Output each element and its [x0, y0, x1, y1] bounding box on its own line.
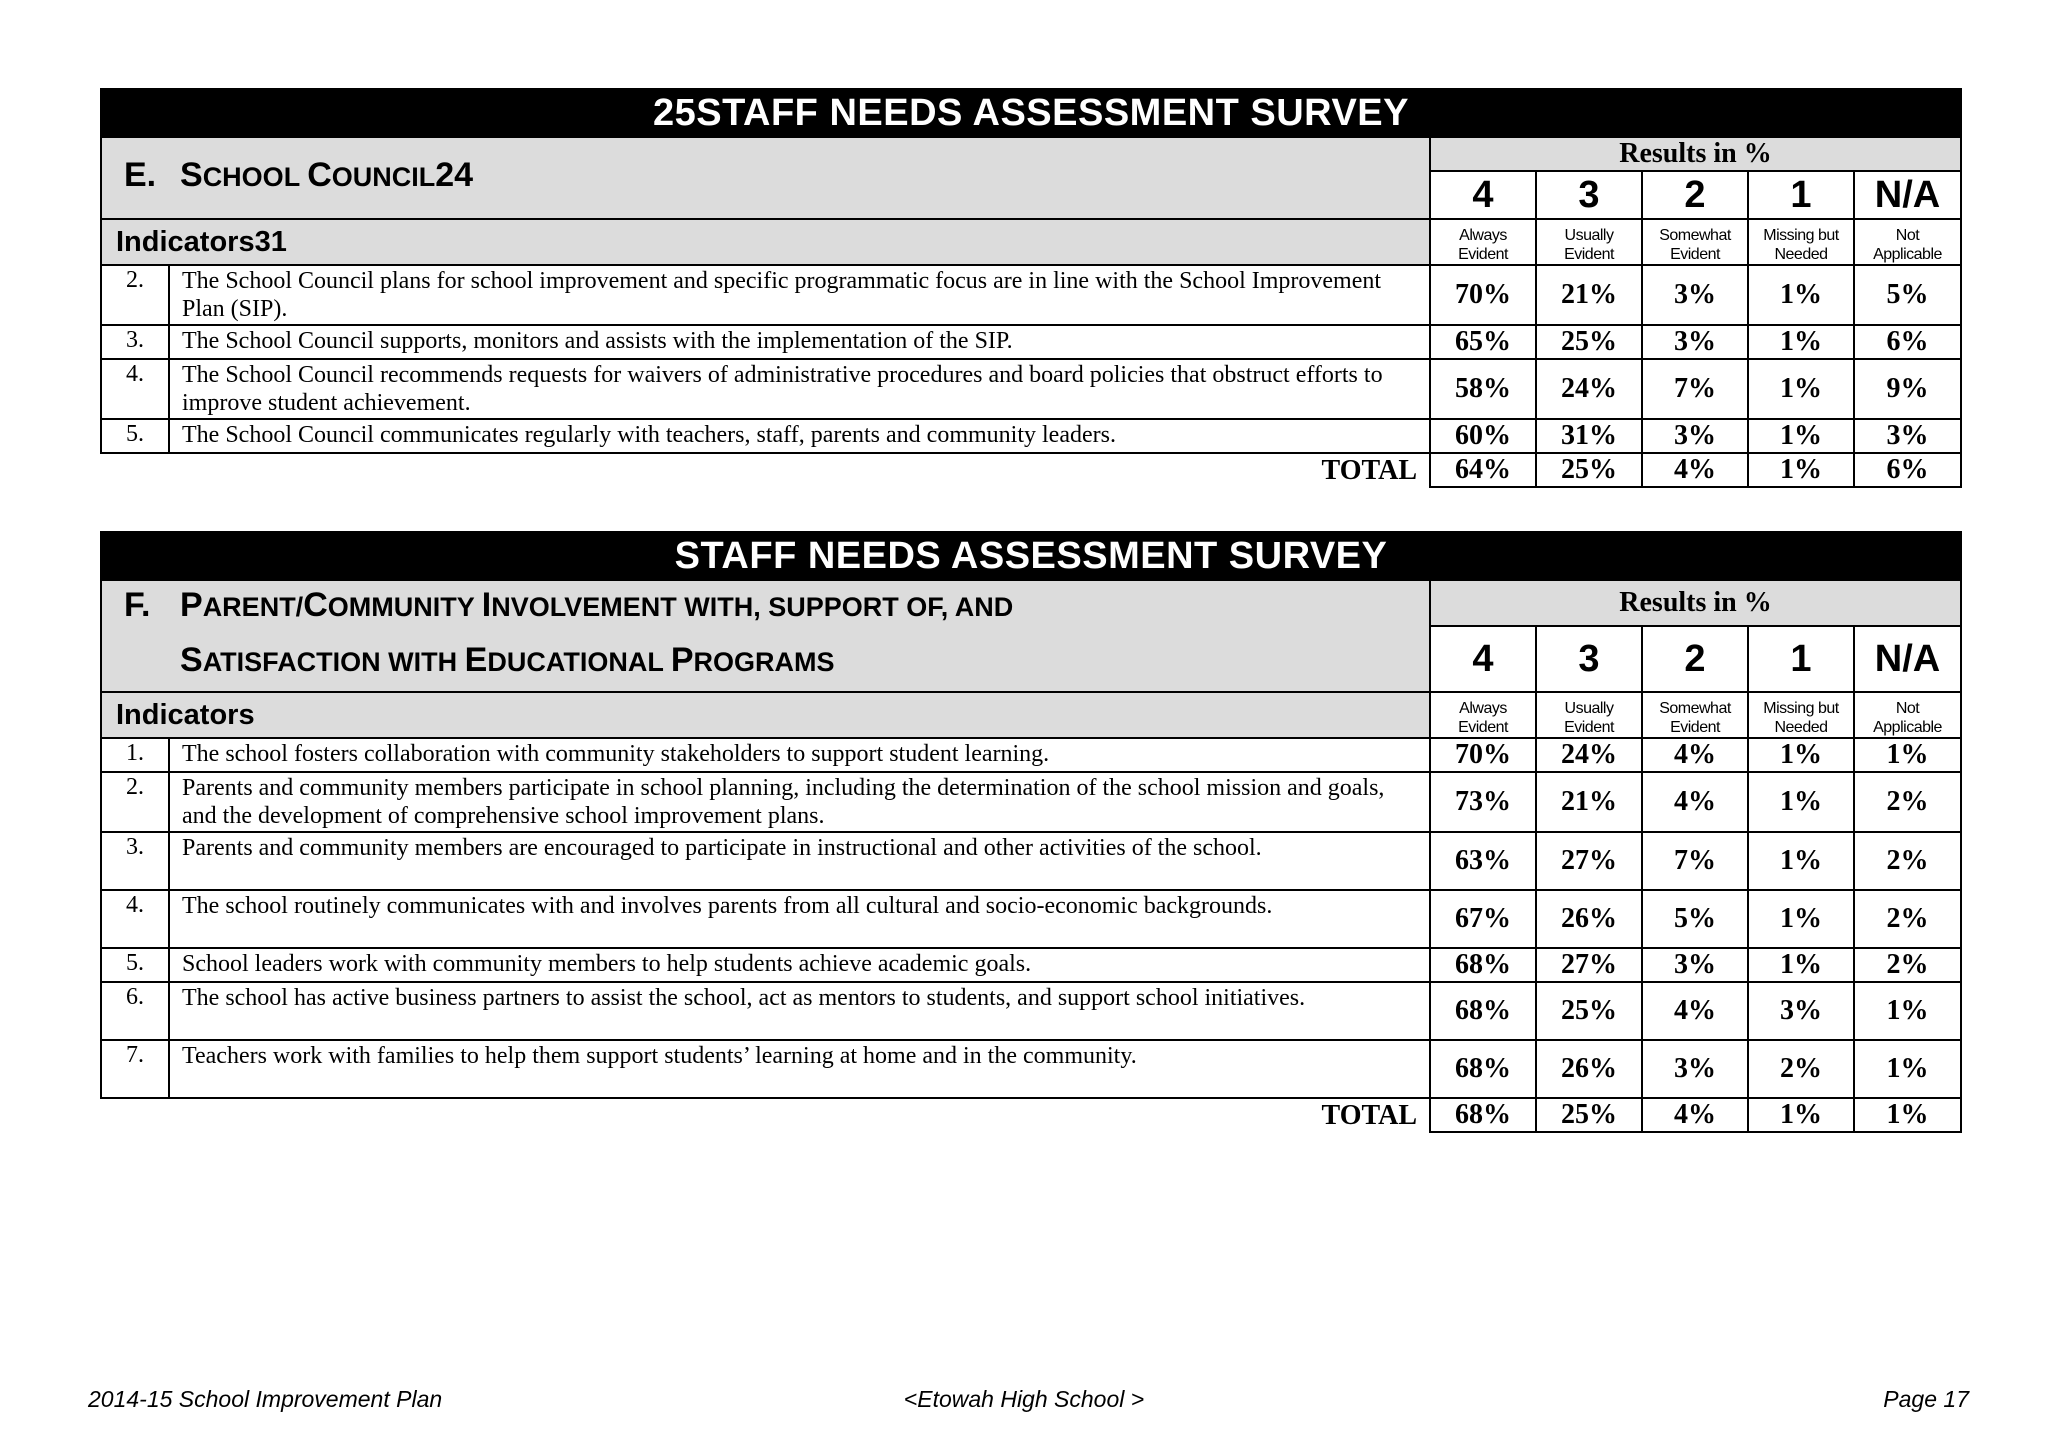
result-value: 1%	[1854, 1040, 1961, 1098]
table-row	[101, 738, 1961, 772]
result-value: 73%	[1430, 772, 1536, 832]
total-value: 6%	[1854, 453, 1961, 487]
row-number: 4.	[101, 890, 169, 948]
indicator-text: The School Council plans for school improvement and specific programmatic focus are in line with the School Improvement Plan (SIP).	[169, 265, 1430, 325]
rating-4-header: 4	[1430, 626, 1536, 692]
rating-2-desc: Somewhat Evident	[1642, 692, 1748, 738]
section-title-segment: E	[464, 641, 488, 679]
result-value: 2%	[1854, 890, 1961, 948]
result-value: 24%	[1536, 738, 1642, 772]
result-value: 3%	[1642, 419, 1748, 453]
result-value: 68%	[1430, 982, 1536, 1040]
total-label: TOTAL	[1321, 1099, 1417, 1131]
result-value: 70%	[1430, 738, 1536, 772]
result-value: 67%	[1430, 890, 1536, 948]
row-number: 3.	[101, 832, 169, 890]
rating-3-header: 3	[1536, 626, 1642, 692]
result-value: 26%	[1536, 1040, 1642, 1098]
indicator-text: The School Council recommends requests for waivers of administrative procedures and board policies that obstruct efforts to improve student achievement.	[169, 359, 1430, 419]
rating-3-desc: Usually Evident	[1536, 692, 1642, 738]
total-value: 1%	[1748, 1098, 1854, 1132]
section-heading	[101, 580, 1430, 692]
result-value: 5%	[1854, 265, 1961, 325]
rating-2-desc: Somewhat Evident	[1642, 219, 1748, 265]
indicator-text: School leaders work with community members to help students achieve academic goals.	[169, 948, 1430, 982]
total-value: 64%	[1430, 453, 1536, 487]
indicator-text: The school fosters collaboration with community stakeholders to support student learning.	[169, 738, 1430, 772]
result-value: 1%	[1748, 325, 1854, 359]
result-value: 4%	[1642, 982, 1748, 1040]
section-title-segment: ATISFACTION WITH	[202, 647, 465, 677]
table-row	[101, 265, 1961, 325]
section-title-segment: ROGRAMS	[693, 647, 835, 677]
rating-1-desc: Missing but Needed	[1748, 692, 1854, 738]
result-value: 3%	[1854, 419, 1961, 453]
result-value: 2%	[1854, 832, 1961, 890]
rating-na-desc: Not Applicable	[1854, 219, 1961, 265]
result-value: 7%	[1642, 832, 1748, 890]
section-title-segment: P	[670, 641, 694, 679]
result-value: 65%	[1430, 325, 1536, 359]
result-value: 26%	[1536, 890, 1642, 948]
result-value: 31%	[1536, 419, 1642, 453]
section-title-segment: I	[481, 586, 492, 624]
rating-4-desc: Always Evident	[1430, 692, 1536, 738]
result-value: 1%	[1748, 890, 1854, 948]
result-value: 3%	[1642, 325, 1748, 359]
result-value: 24%	[1536, 359, 1642, 419]
table-row	[101, 359, 1961, 419]
result-value: 1%	[1748, 419, 1854, 453]
section-title-line2	[180, 641, 835, 679]
total-value: 1%	[1748, 453, 1854, 487]
rating-3-header: 3	[1536, 171, 1642, 219]
result-value: 3%	[1642, 948, 1748, 982]
table-row	[101, 772, 1961, 832]
result-value: 5%	[1642, 890, 1748, 948]
indicator-text: Teachers work with families to help them support students’ learning at home and in the community.	[169, 1040, 1430, 1098]
result-value: 1%	[1854, 738, 1961, 772]
result-value: 4%	[1642, 772, 1748, 832]
rating-na-desc: Not Applicable	[1854, 692, 1961, 738]
section-letter: E.	[124, 155, 157, 194]
rating-2-header: 2	[1642, 626, 1748, 692]
table-row	[101, 832, 1961, 890]
row-number: 2.	[101, 265, 169, 325]
row-number: 1.	[101, 738, 169, 772]
result-value: 25%	[1536, 982, 1642, 1040]
footer-plan-title: 2014-15 School Improvement Plan	[88, 1386, 443, 1412]
result-value: 3%	[1642, 1040, 1748, 1098]
total-value: 25%	[1536, 1098, 1642, 1132]
result-value: 1%	[1748, 738, 1854, 772]
result-value: 9%	[1854, 359, 1961, 419]
result-value: 70%	[1430, 265, 1536, 325]
result-value: 60%	[1430, 419, 1536, 453]
result-value: 1%	[1748, 359, 1854, 419]
row-number: 7.	[101, 1040, 169, 1098]
indicator-text: Parents and community members are encouraged to participate in instructional and other activities of the school.	[169, 832, 1430, 890]
total-value: 68%	[1430, 1098, 1536, 1132]
section-heading	[101, 137, 1430, 219]
survey-table-school-council	[100, 88, 1962, 488]
results-header: Results in %	[1430, 580, 1961, 626]
section-title	[180, 155, 474, 194]
total-value: 4%	[1642, 453, 1748, 487]
total-value: 25%	[1536, 453, 1642, 487]
result-value: 21%	[1536, 265, 1642, 325]
rating-4-desc: Always Evident	[1430, 219, 1536, 265]
result-value: 68%	[1430, 948, 1536, 982]
total-row	[101, 453, 1961, 487]
result-value: 2%	[1854, 948, 1961, 982]
section-title-segment: C	[303, 586, 328, 624]
result-value: 1%	[1748, 948, 1854, 982]
row-number: 2.	[101, 772, 169, 832]
rating-1-desc: Missing but Needed	[1748, 219, 1854, 265]
rating-na-header: N/A	[1854, 626, 1961, 692]
result-value: 1%	[1748, 265, 1854, 325]
row-number: 5.	[101, 948, 169, 982]
section-title-segment: OUNCIL	[331, 161, 436, 192]
footer-page-number: Page 17	[1883, 1386, 1969, 1412]
indicators-header: Indicators31	[101, 219, 1430, 265]
result-value: 58%	[1430, 359, 1536, 419]
result-value: 68%	[1430, 1040, 1536, 1098]
result-value: 2%	[1854, 772, 1961, 832]
rating-2-header: 2	[1642, 171, 1748, 219]
total-value: 1%	[1854, 1098, 1961, 1132]
indicator-text: Parents and community members participate in school planning, including the determination of the school mission and goals, and the development of comprehensive school improvement plans.	[169, 772, 1430, 832]
result-value: 25%	[1536, 325, 1642, 359]
result-value: 63%	[1430, 832, 1536, 890]
result-value: 1%	[1854, 982, 1961, 1040]
result-value: 3%	[1748, 982, 1854, 1040]
indicator-text: The school has active business partners to assist the school, act as mentors to students, and support school initiatives.	[169, 982, 1430, 1040]
result-value: 1%	[1748, 772, 1854, 832]
result-value: 27%	[1536, 948, 1642, 982]
table-row	[101, 419, 1961, 453]
table-row	[101, 325, 1961, 359]
table-row	[101, 948, 1961, 982]
result-value: 27%	[1536, 832, 1642, 890]
result-value: 21%	[1536, 772, 1642, 832]
table-row	[101, 1040, 1961, 1098]
table-row	[101, 982, 1961, 1040]
total-row	[101, 1098, 1961, 1132]
total-value: 4%	[1642, 1098, 1748, 1132]
result-value: 7%	[1642, 359, 1748, 419]
indicator-text: The School Council communicates regularly with teachers, staff, parents and community leaders.	[169, 419, 1430, 453]
rating-3-desc: Usually Evident	[1536, 219, 1642, 265]
section-title-segment: OMMUNITY	[327, 592, 482, 622]
indicator-text: The school routinely communicates with and involves parents from all cultural and socio-economic backgrounds.	[169, 890, 1430, 948]
section-letter: F.	[124, 586, 151, 624]
result-value: 4%	[1642, 738, 1748, 772]
section-title-segment: P	[180, 586, 203, 624]
survey-table-parent-community	[100, 531, 1962, 1133]
footer-school-name: <Etowah High School >	[903, 1386, 1145, 1412]
results-header: Results in %	[1430, 137, 1961, 171]
row-number: 4.	[101, 359, 169, 419]
indicators-header: Indicators	[101, 692, 1430, 738]
section-title-segment: NVOLVEMENT WITH, SUPPORT OF, AND	[491, 592, 1014, 622]
section-title-segment: S	[180, 155, 203, 194]
result-value: 6%	[1854, 325, 1961, 359]
section-title-segment: 24	[435, 155, 474, 194]
rating-1-header: 1	[1748, 171, 1854, 219]
indicator-text: The School Council supports, monitors and assists with the implementation of the SIP.	[169, 325, 1430, 359]
table-title: STAFF NEEDS ASSESSMENT SURVEY	[101, 532, 1961, 580]
table-row	[101, 890, 1961, 948]
rating-4-header: 4	[1430, 171, 1536, 219]
total-label: TOTAL	[1321, 454, 1417, 486]
result-value: 2%	[1748, 1040, 1854, 1098]
result-value: 1%	[1748, 832, 1854, 890]
row-number: 6.	[101, 982, 169, 1040]
section-title-segment: CHOOL	[202, 161, 308, 192]
rating-1-header: 1	[1748, 626, 1854, 692]
result-value: 3%	[1642, 265, 1748, 325]
section-title-segment: DUCATIONAL	[487, 647, 671, 677]
table-title: 25STAFF NEEDS ASSESSMENT SURVEY	[101, 89, 1961, 137]
section-title-segment: ARENT/	[202, 592, 304, 622]
row-number: 5.	[101, 419, 169, 453]
section-title-line1	[180, 586, 1014, 624]
row-number: 3.	[101, 325, 169, 359]
rating-na-header: N/A	[1854, 171, 1961, 219]
section-title-segment: S	[180, 641, 203, 679]
section-title-segment: C	[307, 155, 332, 194]
